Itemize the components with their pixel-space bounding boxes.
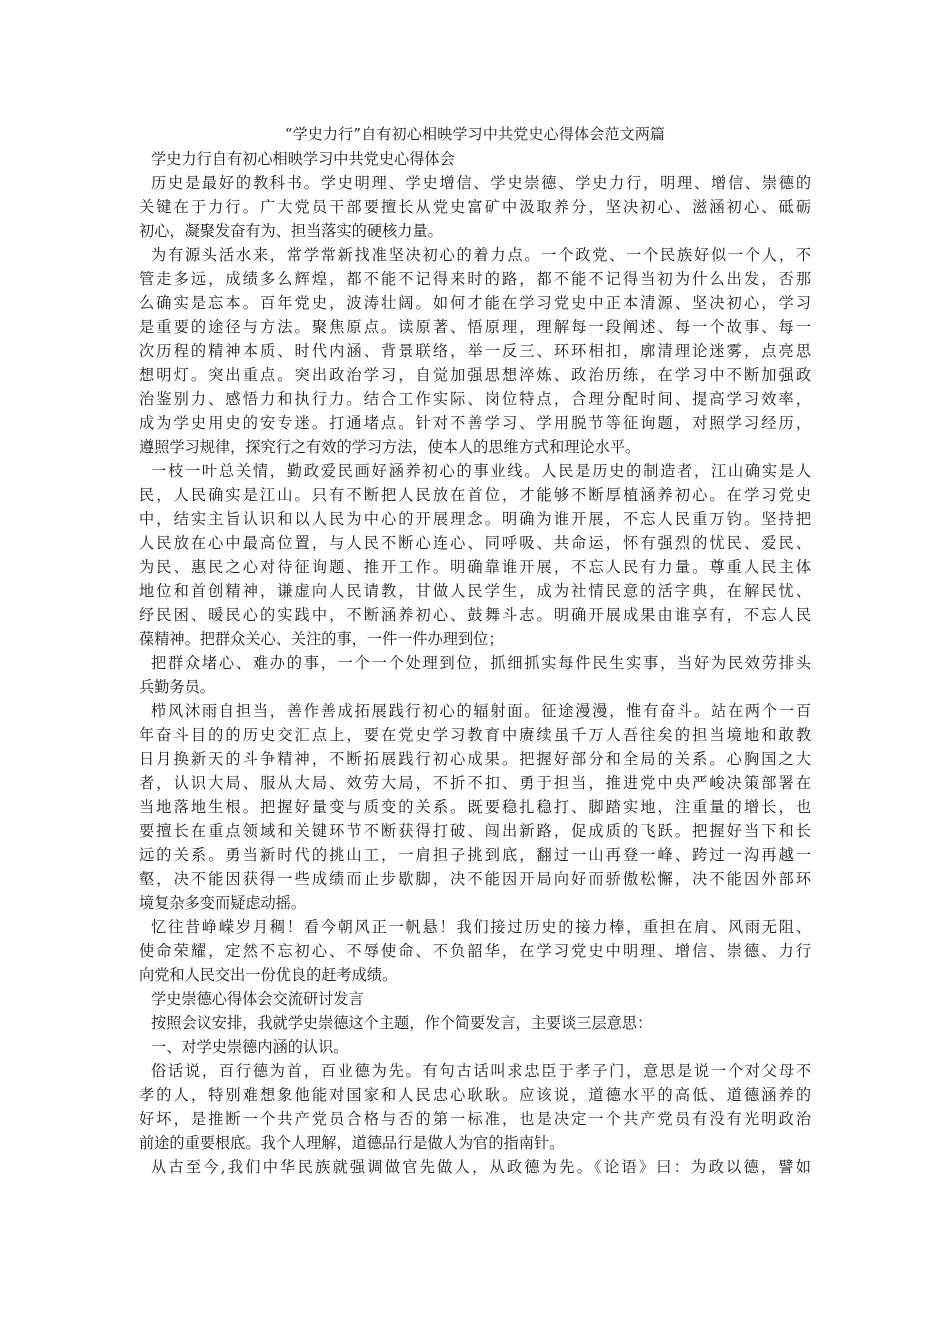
text-line: 日月换新天的斗争精神，不断拓展践行初心成果。把握好部分和全局的关系。心胸国之大 (139, 750, 811, 768)
text-line: 为民、惠民之心对待征询题、推开工作。明确靠谁开展，不忘人民有力量。尊重人民主体 (139, 558, 811, 576)
document-body (139, 147, 811, 1179)
text-line: 中，结实主旨认识和以人民为中心的开展理念。明确为谁开展，不忘人民重万钧。坚持把 (139, 510, 811, 528)
text-line: 把群众堵心、难办的事，一个一个处理到位，抓细抓实每件民生实事，当好为民效劳排头 (151, 654, 811, 672)
text-line: 想明灯。突出重点。突出政治学习，自觉加强思想淬炼、政治历练，在学习中不断加强政 (139, 366, 811, 384)
text-line: 葆精神。把群众关心、关注的事，一件一件办理到位； (139, 630, 504, 648)
text-line: 栉风沐雨自担当，善作善成拓展践行初心的辐射面。征途漫漫，惟有奋斗。站在两个一百 (151, 702, 811, 720)
text-line: 远的关系。勇当新时代的挑山工，一肩担子挑到底，翻过一山再登一峰、跨过一沟再越一 (139, 846, 811, 864)
text-line: 按照会议安排，我就学史崇德这个主题，作个简要发言，主要谈三层意思： (151, 1014, 653, 1032)
text-line: 学史崇德心得体会交流研讨发言 (151, 990, 364, 1008)
text-line: 忆往昔峥嵘岁月稠！看今朝风正一帆悬！我们接过历史的接力棒，重担在肩、风雨无阻、 (151, 918, 811, 936)
text-line: 者，认识大局、服从大局、效劳大局，不折不扣、勇于担当，推进党中央严峻决策部署在 (139, 774, 811, 792)
text-line: 年奋斗目的的历史交汇点上，要在党史学习教育中赓续虽千万人吾往矣的担当境地和敢教 (139, 726, 811, 744)
text-line: 历史是最好的教科书。学史明理、学史增信、学史崇德、学史力行，明理、增信、崇德的 (151, 174, 811, 192)
text-line: 人民放在心中最高位置，与人民不断心连心、同呼吸、共命运，怀有强烈的忧民、爱民、 (139, 534, 811, 552)
text-line: 么确实是忘本。百年党史，波涛壮阔。如何才能在学习党史中正本清源、坚决初心，学习 (139, 294, 811, 312)
text-line: 是重要的途径与方法。聚焦原点。读原著、悟原理，理解每一段阐述、每一个故事、每一 (139, 318, 811, 336)
text-line: 孝的人，特别难想象他能对国家和人民忠心耿耿。应该说，道德水平的高低、道德涵养的 (139, 1086, 811, 1104)
text-line: 地位和首创精神，谦虚向人民请教，甘做人民学生，成为社情民意的活字典，在解民忧、 (139, 582, 811, 600)
text-line: 民，人民确实是江山。只有不断把人民放在首位，才能够不断厚植涵养初心。在学习党史 (139, 486, 811, 504)
text-line: 要擅长在重点领域和关键环节不断获得打破、闯出新路，促成质的飞跃。把握好当下和长 (139, 822, 811, 840)
text-line: 一、对学史崇德内涵的认识。 (151, 1038, 349, 1056)
text-line: 关键在于力行。广大党员干部要擅长从党史富矿中汲取养分，坚决初心、滋涵初心、砥砺 (139, 198, 811, 216)
document-page (139, 124, 811, 1179)
text-line: 好坏，是推断一个共产党员合格与否的第一标准，也是决定一个共产党员有没有光明政治 (139, 1110, 811, 1128)
text-line: 学史力行自有初心相映学习中共党史心得体会 (151, 150, 455, 168)
text-line: 初心，凝聚发奋有为、担当落实的硬核力量。 (139, 222, 443, 240)
text-line: 兵勤务员。 (139, 678, 215, 696)
text-line: 使命荣耀，定然不忘初心、不辱使命、不负韶华，在学习党史中明理、增信、崇德、力行 (139, 942, 811, 960)
text-line: 管走多远，成绩多么辉煌，都不能不记得来时的路，都不能不记得当初为什么出发，否那 (139, 270, 811, 288)
text-line: 从古至今,我们中华民族就强调做官先做人，从政德为先。《论语》曰：为政以德，譬如 (151, 1158, 811, 1176)
document-title: “学史力行”自有初心相映学习中共党史心得体会范文两篇 (284, 125, 666, 143)
text-line: 纾民困、暖民心的实践中，不断涵养初心、鼓舞斗志。明确开展成果由谁享有，不忘人民 (139, 606, 811, 624)
text-line: 遵照学习规律，探究行之有效的学习方法，使本人的思维方式和理论水平。 (139, 438, 641, 456)
text-line: 次历程的精神本质、时代内涵、背景联络，举一反三、环环相扣，廓清理论迷雾，点亮思 (139, 342, 811, 360)
text-line: 一枝一叶总关情，勤政爱民画好涵养初心的事业线。人民是历史的制造者，江山确实是人 (151, 462, 811, 480)
text-line: 向党和人民交出一份优良的赶考成绩。 (139, 966, 398, 984)
text-line: 前途的重要根底。我个人理解，道德品行是做人为官的指南针。 (139, 1134, 565, 1152)
text-line: 壑，决不能因获得一些成绩而止步歇脚，决不能因开局向好而骄傲松懈，决不能因外部环 (139, 870, 811, 888)
text-line: 俗话说，百行德为首，百业德为先。有句古话叫求忠臣于孝子门，意思是说一个对父母不 (151, 1062, 811, 1080)
text-line: 境复杂多变而疑虑动摇。 (139, 894, 307, 912)
text-line: 为有源头活水来，常学常新找准坚决初心的着力点。一个政党、一个民族好似一个人，不 (151, 246, 811, 264)
text-line: 成为学史用史的安专迷。打通堵点。针对不善学习、学用脱节等征询题，对照学习经历， (139, 414, 811, 432)
text-line: 当地落地生根。把握好量变与质变的关系。既要稳扎稳打、脚踏实地，注重量的增长，也 (139, 798, 811, 816)
text-line: 治鉴别力、感悟力和执行力。结合工作实际、岗位特点，合理分配时间、提高学习效率， (139, 390, 811, 408)
